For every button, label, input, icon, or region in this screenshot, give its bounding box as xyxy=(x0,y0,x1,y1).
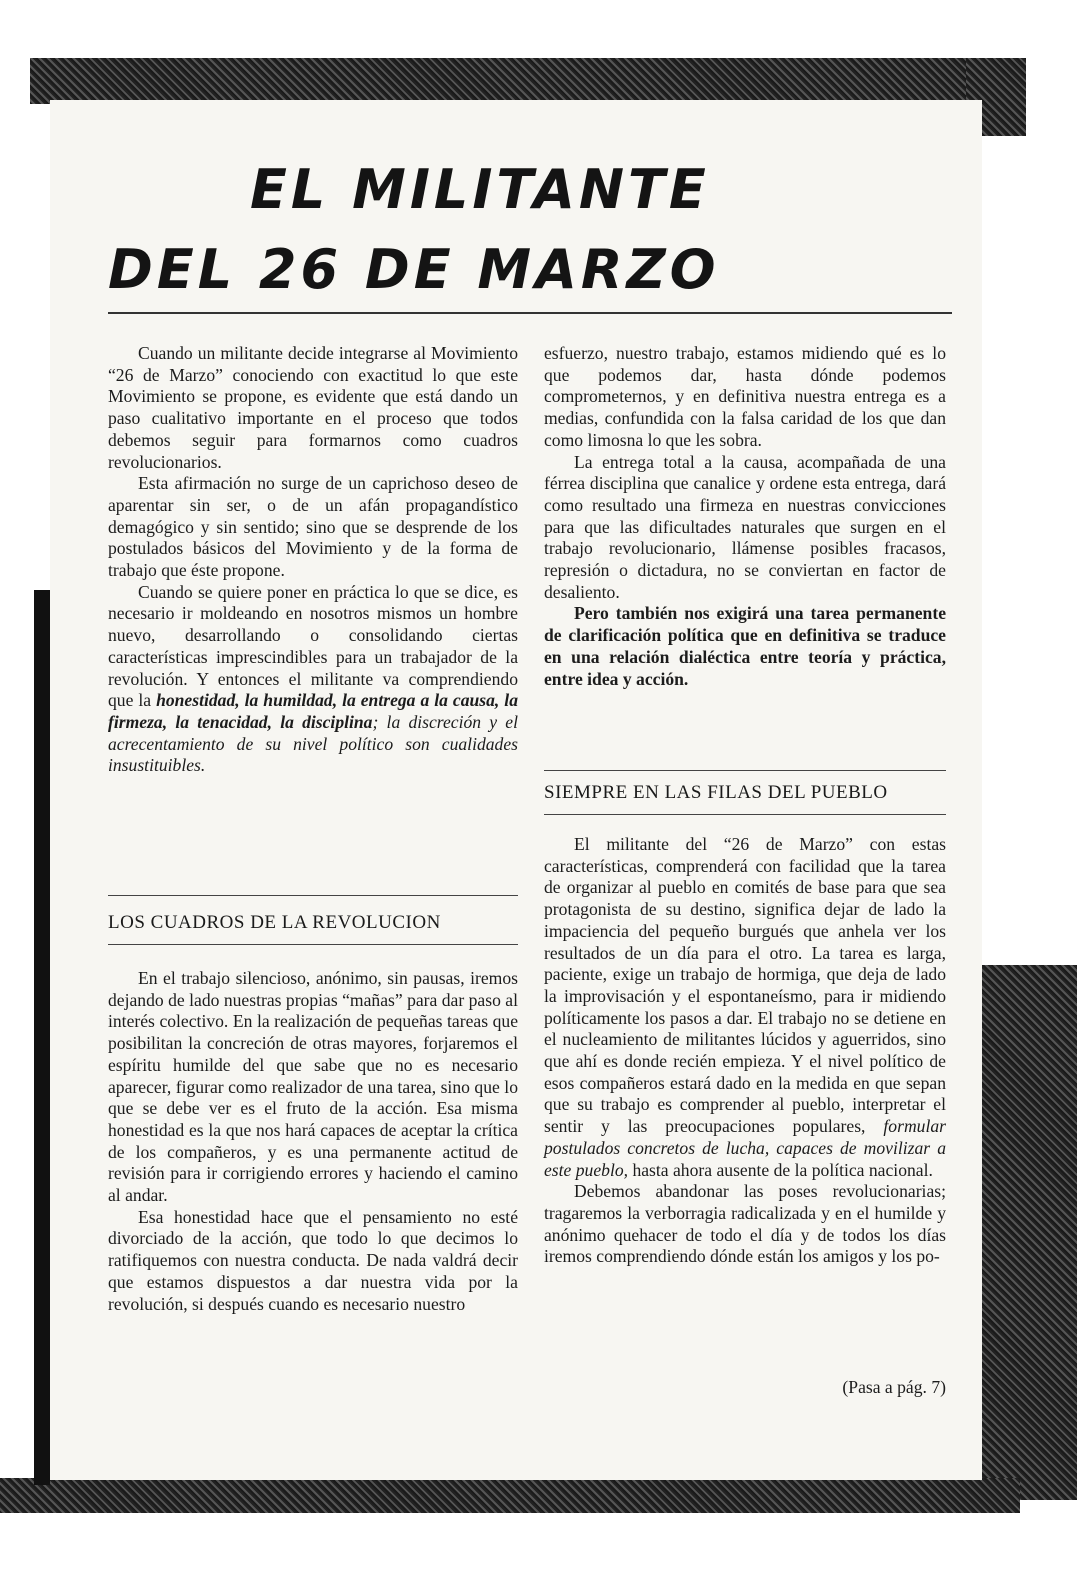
column-left-intro xyxy=(108,343,518,777)
paragraph: Debemos abandonar las poses revolucionarias; tragaremos la verborragia radicalizada y en el humilde y anónimo quehacer de todo el día y de todos los días iremos comprendiendo dónde están los amigos y los po- xyxy=(544,1181,946,1267)
scan-border-bottom xyxy=(0,1478,1020,1513)
continued-on-page: (Pasa a pág. 7) xyxy=(842,1377,946,1397)
paragraph: Cuando un militante decide integrarse al Movimiento “26 de Marzo” conociendo con exactitud lo que este Movimiento se propone, es evidente que está dando un paso cualitativo importante en el proceso que todos debemos seguir para formarnos como cuadros revolucionarios. xyxy=(108,343,518,472)
section-divider-bottom xyxy=(544,814,946,815)
text-run: El militante del “26 de Marzo” con estas características, comprenderá con facilidad que la tarea de organizar al pueblo en comités de base para que sea protagonista de su destino, significa dejar de lado la impaciencia del pequeño burgués que anhela ver los resultados de un día para el otro. La tarea es larga, paciente, exige un trabajo de hormiga, que deja de lado la improvisación y el espontaneísmo, para ir midiendo políticamente los pasos a dar. El trabajo no se detiene en el nucleamiento de militantes lúcidos y aguerridos, sino que ahí es donde recién empieza. Y el nivel político de esos compañeros estará dado en la medida en que sepan que su trabajo es comprender al pueblo, interpretar el sentir y las preocupaciones populares, xyxy=(544,834,946,1137)
text-run: hasta ahora ausente de la política nacional. xyxy=(632,1159,933,1180)
section-divider-top xyxy=(108,895,518,896)
section-heading-pueblo: SIEMPRE EN LAS FILAS DEL PUEBLO xyxy=(544,782,888,803)
column-right-section xyxy=(544,834,946,1268)
paragraph: La entrega total a la causa, acompañada de una férrea disciplina que canalice y ordene esta entrega, dará como resultado una firmeza en nuestras convicciones para que las dificultades naturales que surgen en el trabajo revolucionario, llámense posibles fracasos, represión o dictadura, no se conviertan en factor de desaliento. xyxy=(544,451,946,602)
bold-qualities: honestidad, la humildad, la entrega a la causa, la firmeza, la tenacidad, la disciplina xyxy=(108,690,518,732)
paragraph: Esa honestidad hace que el pensamiento no esté divorciado de la acción, que todo lo que decimos lo ratifiquemos con nuestra conducta. De nada valdrá decir que estamos dispuestos a dar nuestra vida por la revolución, si después cuando es necesario nuestro xyxy=(108,1206,518,1314)
paragraph: esfuerzo, nuestro trabajo, estamos midiendo qué es lo que podemos dar, hasta dónde podemos comprometernos, y en definitiva nuestra entrega es a medias, confundida con la falsa caridad de los que dan como limosna lo que les sobra. xyxy=(544,343,946,450)
section-divider-top xyxy=(544,770,946,771)
title-divider xyxy=(108,312,952,314)
text-run: Cuando se quiere poner en práctica lo que se dice, es necesario ir moldeando en nosotros mismos un hombre nuevo, desarrollando o consolidando ciertas características imprescindibles para un trabajador de la revolución. Y entonces el militante va comprendiendo que la xyxy=(108,581,518,711)
paragraph: Pero también nos exigirá una tarea permanente de clarificación política que en definitiva se traduce en una relación dialéctica entre teoría y práctica, entre idea y acción. xyxy=(544,603,946,689)
article-title-line-1: EL MILITANTE xyxy=(250,158,710,221)
emphasis-qualities xyxy=(108,690,518,775)
scan-border-right-lower xyxy=(982,965,1077,1500)
scan-border-top xyxy=(30,58,1025,104)
paragraph xyxy=(108,582,518,777)
emphasis-postulados: formular postulados concretos de lucha, capaces de movilizar a este pueblo, xyxy=(544,1116,946,1180)
italic-qualities: ; la discreción y el acrecentamiento de su nivel político son cualidades insustituibles. xyxy=(108,711,518,776)
column-left-section xyxy=(108,968,518,1315)
article-title-line-2: DEL 26 DE MARZO xyxy=(108,238,720,301)
section-divider-bottom xyxy=(108,944,518,945)
paragraph: Esta afirmación no surge de un caprichoso deseo de aparentar sin ser, o de un afán propagandístico demagógico y sin sentido; sino que se desprende de los postulados básicos del Movimiento y de la forma de trabajo que éste propone. xyxy=(108,473,518,581)
scan-border-left xyxy=(34,590,50,1485)
column-right-intro xyxy=(544,343,946,690)
paragraph: En el trabajo silencioso, anónimo, sin pausas, iremos dejando de lado nuestras propias “mañas” para dar paso al interés colectivo. En la realización de pequeñas tareas que posibilitan la concreción de otras mayores, forjaremos el espíritu humilde del que sabe que no es necesario aparecer, figurar como realizador de una tarea, sino que lo que se debe ver es el fruto de la acción. Esa misma honestidad es la que nos hará capaces de aceptar la crítica de los compañeros, y es una permanente actitud de revisión para ir corrigiendo errores y haciendo el camino al andar. xyxy=(108,968,518,1206)
section-heading-cuadros: LOS CUADROS DE LA REVOLUCION xyxy=(108,912,441,933)
paragraph xyxy=(544,834,946,1181)
